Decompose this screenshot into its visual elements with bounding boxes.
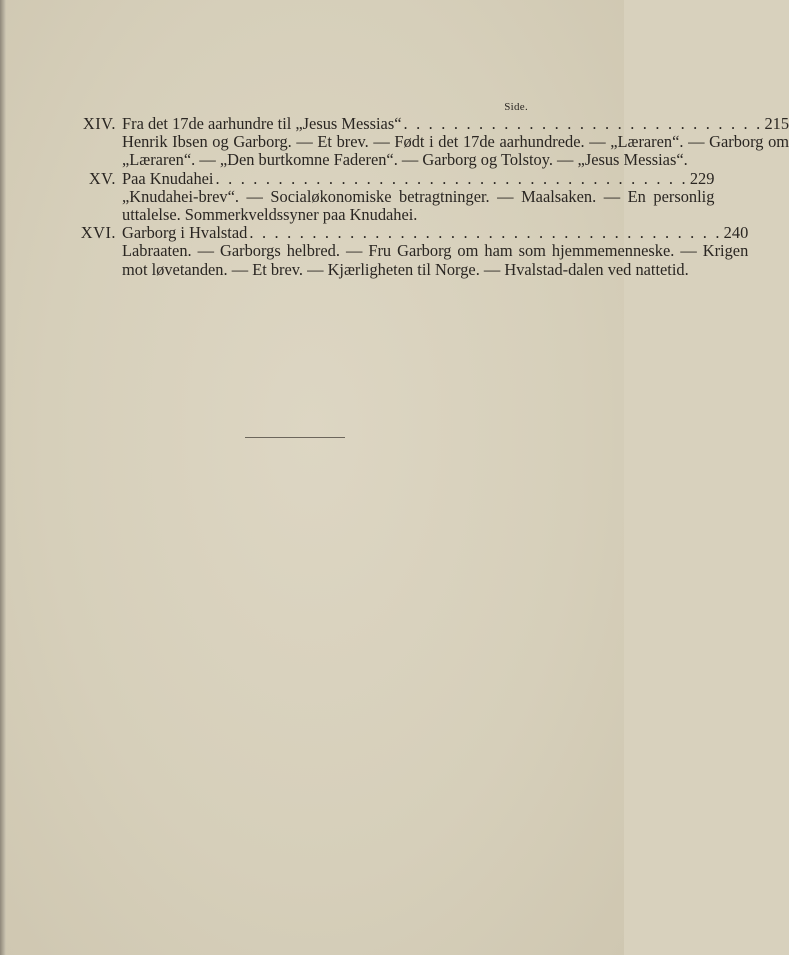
toc-entry-xiv: [60, 114, 789, 170]
chapter-body: [122, 115, 789, 170]
chapter-numeral: XV.: [88, 168, 116, 188]
chapter-description: „Knudahei-brev“. — Socialøkonomiske betragtninger. — Maalsaken. — En personlig uttalelse. Sommerkveldssyner paa Knudahei.: [122, 186, 715, 225]
dot-leader: . . . . . . . . . . . . . . . . . . . . . . . . . . . . . . . . . . . . . .: [215, 168, 688, 188]
chapter-page-number: 240: [723, 223, 749, 243]
chapter-title: Garborg i Hvalstad: [122, 223, 248, 243]
page-spine-shadow: [0, 0, 6, 955]
chapter-body: [122, 224, 748, 279]
chapter-body: [122, 170, 714, 225]
table-of-contents: [60, 114, 789, 279]
chapter-description: Labraaten. — Garborgs helbred. — Fru Garborg om ham som hjemmemenneske. — Krigen mot løvetanden. — Et brev. — Kjærligheten til Norge. — Hvalstad-dalen ved nattetid.: [122, 241, 749, 279]
chapter-numeral: XVI.: [80, 223, 116, 243]
chapter-page-number: 229: [689, 168, 715, 188]
chapter-title: Paa Knudahei: [122, 168, 214, 188]
chapter-description: Henrik Ibsen og Garborg. — Et brev. — Født i det 17de aarhundrede. — „Læraren“. — Garborg om „Læraren“. — „Den burtkomne Faderen“. — Garborg og Tolstoy. — „Jesus Messias“.: [122, 132, 789, 170]
section-end-rule: [245, 437, 345, 438]
toc-entry-xvi: [60, 223, 749, 279]
chapter-title: Fra det 17de aarhundre til „Jesus Messias“: [122, 114, 402, 133]
dot-leader: . . . . . . . . . . . . . . . . . . . . . . . . . . . . . . . . . . . . . .: [249, 223, 722, 243]
chapter-numeral: XIV.: [82, 114, 116, 133]
toc-entry-xv: [60, 168, 715, 225]
page-column-header: Side.: [504, 101, 528, 113]
chapter-title-line: [122, 224, 748, 242]
chapter-page-number: 215: [764, 114, 789, 133]
chapter-title-line: [122, 170, 714, 188]
chapter-title-line: [122, 115, 789, 133]
dot-leader: . . . . . . . . . . . . . . . . . . . . . . . . . . . . .: [403, 114, 763, 133]
